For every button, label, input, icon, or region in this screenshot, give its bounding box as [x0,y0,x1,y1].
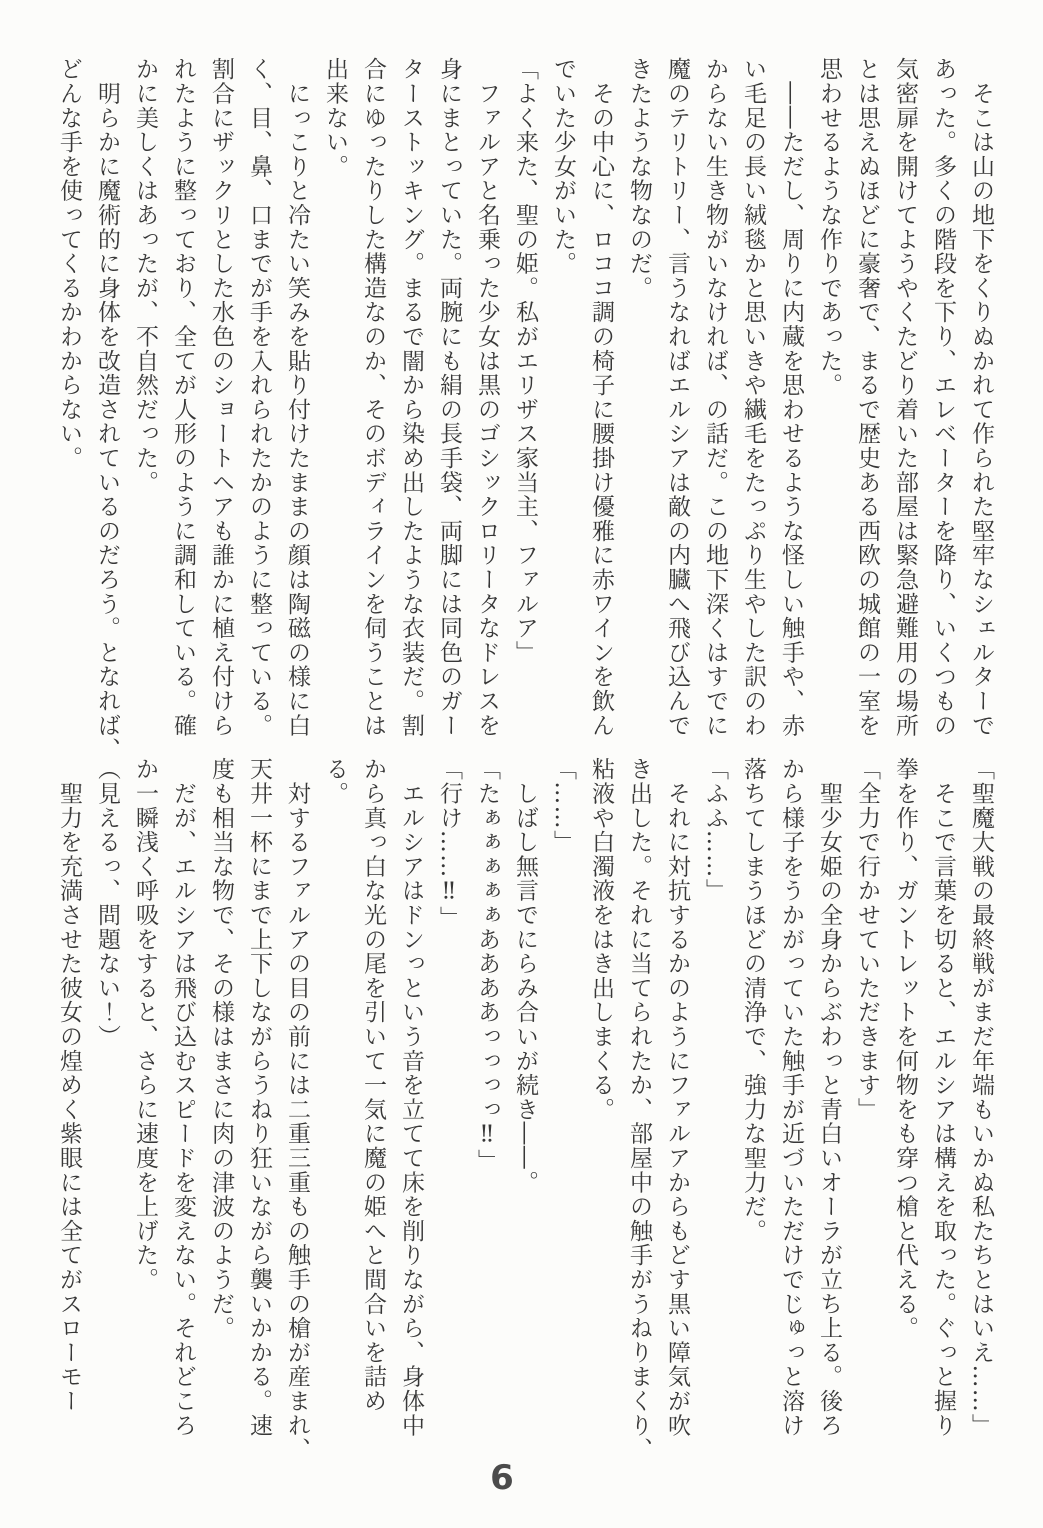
text-line: とは思えぬほどに豪奢で、まるで歴史ある西欧の城館の一室を [854,57,880,738]
text-line: だが、エルシアは飛び込むスピードを変えない。それどころ [170,757,196,1438]
text-line: （見えるっ、問題ない！） [94,757,120,1049]
text-line: き出した。それに当てられたか、部屋中の触手がうねりまくり、 [626,757,652,1462]
text-line: 魔のテリトリー、言うなればエルシアは敵の内臓へ飛び込んで [664,57,690,738]
text-line: 「たぁぁぁぁぁああああっっっっ‼」 [474,757,500,1174]
text-line: ファルアと名乗った少女は黒のゴシックロリータなドレスを [474,57,500,738]
text-line: でいた少女がいた。 [550,57,576,276]
text-line: 明らかに魔術的に身体を改造されているのだろう。となれば、 [94,57,120,762]
text-line: 聖力を充満させた彼女の煌めく紫眼には全てがスローモー [56,757,82,1414]
text-line: 「聖魔大戦の最終戦がまだ年端もいかぬ私たちとはいえ……」 [968,757,994,1438]
top-text-block [50,57,1000,762]
text-line: 「……」 [550,757,576,855]
text-line: 落ちてしまうほどの清浄で、強力な聖力だ。 [740,757,766,1243]
text-line: からない生き物がいなければ、の話だ。この地下深くはすでに [702,57,728,738]
text-line: そこで言葉を切ると、エルシアは構えを取った。ぐっと握り [930,757,956,1438]
text-line: る。 [322,757,348,806]
text-line: い毛足の長い絨毯かと思いきや繊毛をたっぷり生やした訳のわ [740,57,766,738]
text-line: 「行け……‼」 [436,757,462,931]
text-line: あった。多くの階段を下り、エレベーターを降り、いくつもの [930,57,956,738]
text-line: ターストッキング。まるで闇から染め出したような衣装だ。割 [398,57,424,738]
page-number: 6 [490,1458,514,1498]
text-line: 拳を作り、ガントレットを何物をも穿つ槍と代える。 [892,757,918,1341]
text-line: 「ふふ……」 [702,757,728,903]
bottom-text-block [50,757,1000,1462]
text-line: きたような物なのだ。 [626,57,652,300]
text-line: 「よく来た、聖の姫。私がエリザス家当主、ファルア」 [512,57,538,665]
text-line: 天井一杯にまで上下しながらうねり狂いながら襲いかかる。速 [246,757,272,1438]
text-line: か一瞬浅く呼吸をすると、さらに速度を上げた。 [132,757,158,1292]
text-line: 度も相当な物で、その様はまさに肉の津波のようだ。 [208,757,234,1341]
text-line: から様子をうかがっていた触手が近づいただけでじゅっと溶け [778,757,804,1438]
text-line: どんな手を使ってくるかわからない。 [56,57,82,471]
text-line: それに対抗するかのようにファルアからもどす黒い障気が吹 [664,757,690,1438]
text-line: 粘液や白濁液をはき出しまくる。 [588,757,614,1122]
text-line: 身にまとっていた。両腕にも絹の長手袋、両脚には同色のガー [436,57,462,738]
text-line: 気密扉を開けてようやくたどり着いた部屋は緊急避難用の場所 [892,57,918,738]
text-line: かに美しくはあったが、不自然だった。 [132,57,158,495]
text-line: エルシアはドンっという音を立てて床を削りながら、身体中 [398,757,424,1438]
text-line: 思わせるような作りであった。 [816,57,842,398]
text-line: れたように整っており、全てが人形のように調和している。確 [170,57,196,738]
text-line: その中心に、ロココ調の椅子に腰掛け優雅に赤ワインを飲ん [588,57,614,738]
text-line: 「全力で行かせていただきます」 [854,757,880,1122]
text-line: にっこりと冷たい笑みを貼り付けたままの顔は陶磁の様に白 [284,57,310,738]
text-line: 対するファルアの目の前には二重三重もの触手の槍が産まれ、 [284,757,310,1462]
text-line: そこは山の地下をくりぬかれて作られた堅牢なシェルターで [968,57,994,738]
text-line: 聖少女姫の全身からぶわっと青白いオーラが立ち上る。後ろ [816,757,842,1438]
text-line: く、目、鼻、口までが手を入れられたかのように整っている。 [246,57,272,738]
text-line: 割合にザックリとした水色のショートヘアも誰かに植え付けら [208,57,234,738]
text-line: ――ただし、周りに内蔵を思わせるような怪しい触手や、赤 [778,57,804,738]
text-line: 合にゆったりした構造なのか、そのボディラインを伺うことは [360,57,386,738]
text-line: から真っ白な光の尾を引いて一気に魔の姫へと間合いを詰め [360,757,386,1414]
text-line: しばし無言でにらみ合いが続き――。 [512,757,538,1195]
text-line: 出来ない。 [322,57,348,179]
